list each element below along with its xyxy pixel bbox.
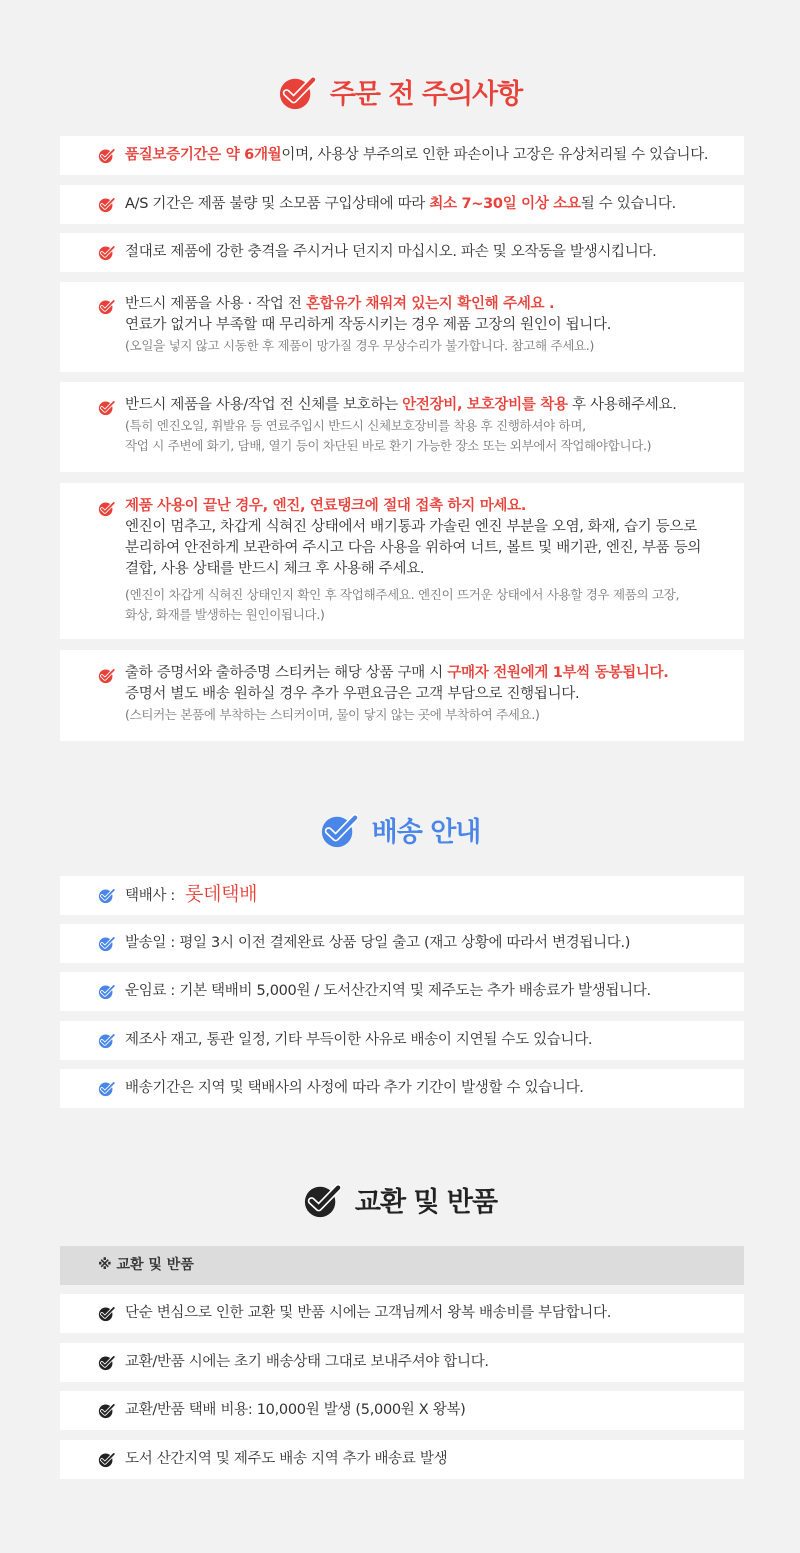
check-icon xyxy=(98,147,115,164)
caution-item xyxy=(60,382,744,472)
item-text: 발송일 : 평일 3시 이전 결제완료 상품 당일 출고 (재고 상황에 따라서 변경됩니다.) xyxy=(125,935,631,951)
section-title-text: 교환 및 반품 xyxy=(354,1187,498,1218)
shipping-item xyxy=(60,924,744,963)
item-text: 반드시 제품을 사용 · 작업 전 xyxy=(125,296,306,312)
caution-item xyxy=(60,650,744,741)
check-icon xyxy=(98,1080,115,1097)
caution-item xyxy=(60,136,744,175)
courier-value: 롯데택배 xyxy=(185,883,258,905)
shipping-item xyxy=(60,1069,744,1108)
item-text: A/S 기간은 제품 불량 및 소모품 구입상태에 따라 xyxy=(125,196,430,212)
caution-item xyxy=(60,483,744,639)
shipping-item xyxy=(60,972,744,1011)
item-text: 교환/반품 시에는 초기 배송상태 그대로 보내주셔야 합니다. xyxy=(125,1354,489,1370)
section-title-text: 배송 안내 xyxy=(371,817,481,848)
highlight-text: 품질보증기간은 약 6개월 xyxy=(125,147,282,163)
highlight-text: 구매자 전원에게 1부씩 동봉됩니다. xyxy=(447,665,669,681)
item-text: 단순 변심으로 인한 교환 및 반품 시에는 고객님께서 왕복 배송비를 부담합니다. xyxy=(125,1305,612,1321)
check-badge-icon xyxy=(303,1181,341,1219)
item-text: 절대로 제품에 강한 충격을 주시거나 던지지 마십시오. 파손 및 오작동을 발생시킵니다. xyxy=(125,244,657,260)
highlight-text: 최소 7~30일 이상 소요 xyxy=(429,196,581,212)
item-text: 증명서 별도 배송 원하실 경우 추가 우편요금은 고객 부담으로 진행됩니다. xyxy=(125,686,580,702)
item-text: 도서 산간지역 및 제주도 배송 지역 추가 배송료 발생 xyxy=(125,1451,448,1467)
item-text: 될 수 있습니다. xyxy=(580,196,676,212)
item-text: 제조사 재고, 통관 일정, 기타 부득이한 사유로 배송이 지연될 수도 있습니다. xyxy=(125,1032,593,1048)
check-badge-icon xyxy=(278,73,316,111)
check-icon xyxy=(98,983,115,1000)
item-note: (스티커는 본품에 부착하는 스티커이며, 물이 닿지 않는 곳에 부착하여 주세요.) xyxy=(125,707,540,722)
item-text: 후 사용해주세요. xyxy=(567,397,677,413)
item-text: 교환/반품 택배 비용: 10,000원 발생 (5,000원 X 왕복) xyxy=(125,1402,466,1418)
check-icon xyxy=(98,1305,115,1322)
check-icon xyxy=(98,196,115,213)
exchange-header-bar: ※ 교환 및 반품 xyxy=(60,1246,744,1285)
shipping-item xyxy=(60,876,744,915)
shipping-item xyxy=(60,1021,744,1060)
check-icon xyxy=(98,667,115,684)
item-text: 운임료 : 기본 택배비 5,000원 / 도서산간지역 및 제주도는 추가 배송료가 발생됩니다. xyxy=(125,983,651,999)
item-note: 화상, 화재를 발생하는 원인이됩니다.) xyxy=(125,607,325,622)
item-text: 출하 증명서와 출하증명 스티커는 해당 상품 구매 시 xyxy=(125,665,448,681)
item-note: (엔진이 차갑게 식혀진 상태인지 확인 후 작업해주세요. 엔진이 뜨거운 상태에서 사용할 경우 제품의 고장, xyxy=(125,587,680,602)
highlight-text: 제품 사용이 끝난 경우, 엔진, 연료탱크에 절대 접촉 하지 마세요. xyxy=(125,498,527,514)
item-text: 이며, 사용상 부주의로 인한 파손이나 고장은 유상처리될 수 있습니다. xyxy=(281,147,709,163)
section-title-text: 주문 전 주의사항 xyxy=(329,79,523,110)
item-text: 분리하여 안전하게 보관하여 주시고 다음 사용을 위하여 너트, 볼트 및 배기관, 엔진, 부품 등의 xyxy=(125,540,702,556)
check-icon xyxy=(98,399,115,416)
check-icon xyxy=(98,1402,115,1419)
caution-item xyxy=(60,233,744,272)
item-text: 반드시 제품을 사용/작업 전 신체를 보호하는 xyxy=(125,397,403,413)
section-title-caution xyxy=(0,72,800,111)
check-icon xyxy=(98,1354,115,1371)
section-title-exchange xyxy=(0,1180,800,1219)
exchange-item xyxy=(60,1440,744,1479)
caution-item xyxy=(60,282,744,372)
highlight-text: 안전장비, 보호장비를 착용 xyxy=(402,397,568,413)
section-title-shipping xyxy=(0,810,800,849)
check-icon xyxy=(98,887,115,904)
courier-label: 택배사 : xyxy=(125,888,176,904)
item-text: 연료가 없거나 부족할 때 무리하게 작동시키는 경우 제품 고장의 원인이 됩니다. xyxy=(125,317,612,333)
exchange-item xyxy=(60,1294,744,1333)
check-icon xyxy=(98,500,115,517)
item-text: 결합, 사용 상태를 반드시 체크 후 사용해 주세요. xyxy=(125,561,425,577)
check-badge-icon xyxy=(320,811,358,849)
highlight-text: 혼합유가 채워져 있는지 확인해 주세요 . xyxy=(305,296,555,312)
check-icon xyxy=(98,935,115,952)
item-note: (특히 엔진오일, 휘발유 등 연료주입시 반드시 신체보호장비를 착용 후 진행하셔야 하며, xyxy=(125,418,586,433)
item-note: 작업 시 주변에 화기, 담배, 열기 등이 차단된 바로 환기 가능한 장소 또는 외부에서 작업해야합니다.) xyxy=(125,438,652,453)
check-icon xyxy=(98,1032,115,1049)
check-icon xyxy=(98,244,115,261)
exchange-item xyxy=(60,1391,744,1430)
item-note: (오일을 넣지 않고 시동한 후 제품이 망가질 경우 무상수리가 불가합니다. 참고해 주세요.) xyxy=(125,338,595,353)
check-icon xyxy=(98,298,115,315)
caution-item xyxy=(60,185,744,224)
exchange-item xyxy=(60,1343,744,1382)
check-icon xyxy=(98,1451,115,1468)
item-text: 엔진이 멈추고, 차갑게 식혀진 상태에서 배기통과 가솔린 엔진 부분을 오염, 화재, 습기 등으로 xyxy=(125,519,697,535)
item-text: 배송기간은 지역 및 택배사의 사정에 따라 추가 기간이 발생할 수 있습니다. xyxy=(125,1080,584,1096)
